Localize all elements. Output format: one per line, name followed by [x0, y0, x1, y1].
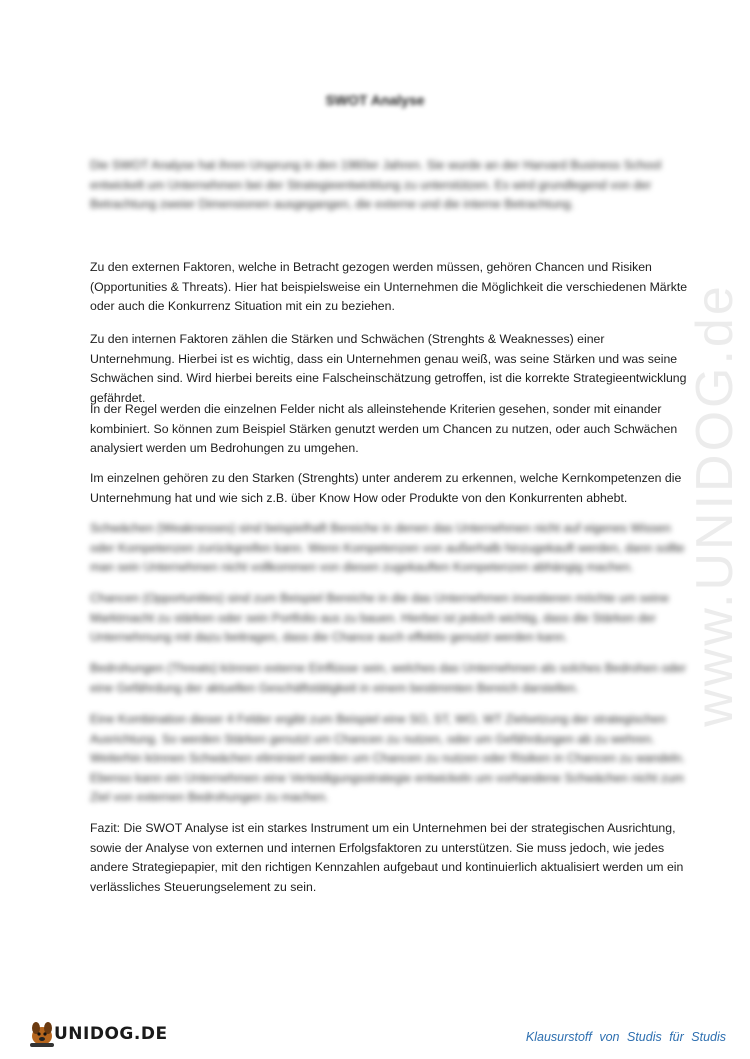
paragraph-internal-factors: Zu den internen Faktoren zählen die Stärken und Schwächen (Strenghts & Weaknesses) einer Unternehmung. Hierbei ist es wichtig, dass ein Unternehmen genau weiß, was seine Stärken und was seine Schwächen sind. Wird hierbei bereits eine Falscheinschätzung getroffen, ist die korrekte Strategieentwicklung gefährdet.	[90, 332, 687, 405]
logo-text: UNIDOG.DE	[54, 1024, 168, 1044]
paragraph-opportunities: Chancen (Opportunities) sind zum Beispiel Bereiche in die das Unternehmen investieren möchte um seine Marktmacht zu stärken oder sein Portfolio aus zu bauen. Hierbei ist jedoch wichtig, dass die Stärken der Unternehmung mit dazu beitragen, dass die Chance auch effektiv genutzt werden kann.	[90, 591, 669, 645]
paragraph-swot-combination: Eine Kombination dieser 4 Felder ergibt zum Beispiel eine SO, ST, WO, WT Zielsetzung der strategischen Ausrichtung. So werden Stärken genutzt um Chancen zu nutzen, oder um Gefährdungen ab zu wehren. Weiterhin können Schwächen eliminiert werden um Chancen zu nutzen oder Risiken in Chancen zu wandeln. Ebenso kann ein Unternehmen eine Verteidigungsstrategie entwickeln um vorhandene Schwächen nicht zum Ziel von externen Bedrohungen zu machen.	[90, 712, 686, 805]
paragraph-combination: In der Regel werden die einzelnen Felder nicht als alleinstehende Kriterien gesehen, sonder mit einander kombiniert. So können zum Beispiel Stärken genutzt werden um Chancen zu nutzen, oder auch Schwächen analysiert werden um Bedrohungen zu umgehen.	[90, 402, 678, 456]
document-title: SWOT Analyse	[325, 92, 425, 108]
paragraph-conclusion: Fazit: Die SWOT Analyse ist ein starkes Instrument um ein Unternehmen bei der strategischen Ausrichtung, sowie der Analyse von externen und internen Erfolgsfaktoren zu unterstützen. Sie muss jedoch, wie jedes andere Strategiepapier, mit den richtigen Kennzahlen aufgebaut und kontinuierlich aktualisiert werden um ein verlässliches Steuerungselement zu sein.	[90, 821, 684, 894]
paragraph-external-factors: Zu den externen Faktoren, welche in Betracht gezogen werden müssen, gehören Chancen und Risiken (Opportunities & Threats). Hier hat beispielsweise ein Unternehmen die Möglichkeit die verschiedenen Märkte oder auch die Konkurrenz Situation mit ein zu beziehen.	[90, 260, 688, 314]
paragraph-threats: Bedrohungen (Threats) können externe Einflüsse sein, welches das Unternehmen als solches Bedrohen oder eine Gefährdung der aktuellen Geschäftstätigkeit in einem bestimmten Bereich darstellen.	[90, 661, 687, 695]
paragraph-weaknesses: Schwächen (Weaknesses) sind beispielhaft Bereiche in denen das Unternehmen nicht auf eigenes Wissen oder Kompetenzen zurückgreifen kann. Wenn Kompetenzen von außerhalb hinzugekauft werden, dann sollte man sein Unternehmen nicht vollkommen von diesen zugekauften Kompetenzen abhängig machen.	[90, 521, 685, 575]
paragraph-strengths: Im einzelnen gehören zu den Starken (Strenghts) unter anderem zu erkennen, welche Kernkompetenzen die Unternehmung hat und wie sich z.B. über Know How oder Produkte von den Konkurrenten abhebt.	[90, 471, 682, 505]
paragraph-intro: Die SWOT Analyse hat ihren Ursprung in den 1960er Jahren. Sie wurde an der Harvard Business School entwickelt um Unternehmen bei der Strategieentwicklung zu unterstützen. Es wird grundlegend von der Betrachtung zweier Dimensionen ausgegangen, die externe und die interne Betrachtung.	[90, 158, 662, 212]
footer-slogan: Klausurstoff von Studis für Studis	[525, 1030, 726, 1044]
watermark: www.UNIDOG.de	[686, 283, 744, 727]
